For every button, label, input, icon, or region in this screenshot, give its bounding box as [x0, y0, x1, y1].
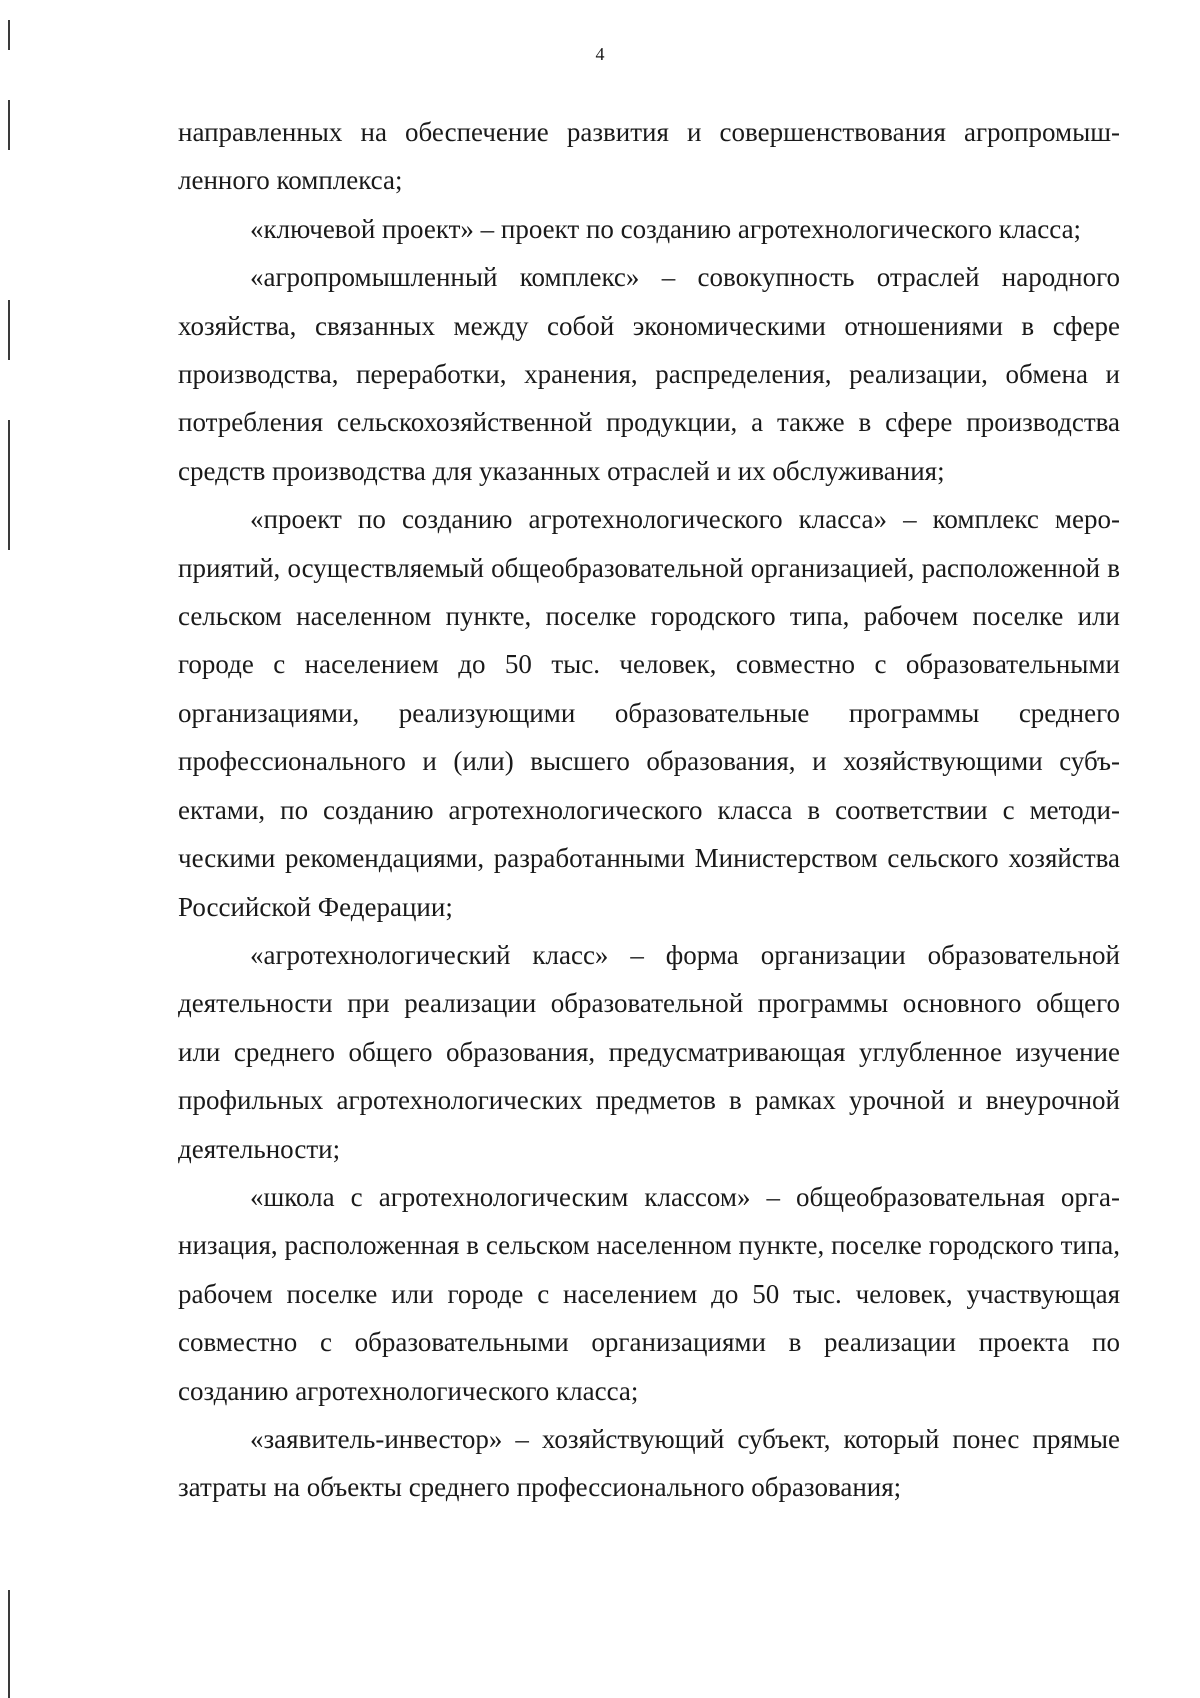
scan-edge-mark	[8, 100, 10, 150]
paragraph-agro-class-project: «проект по созданию агротехнологического класса» – комплекс мероприятий, осуществляемый общеобразовательной организацией, расположенной в сельском населенном пункте, поселке городского типа, рабочем поселке или городе с населением до 50 тыс. человек, совместно с образовательными организациями, реализующими образовательные программы среднего профессионального и (или) высшего образования, и хозяйствующими субъектами, по созданию агротехнологического класса в соответствии с методическими рекомендациями, разработанными Министерством сельского хозяйства Российской Федерации;	[178, 504, 1120, 922]
document-body	[178, 108, 1120, 1512]
paragraph-key-project: «ключевой проект» – проект по созданию агротехнологического класса;	[250, 213, 1082, 244]
scan-edge-mark	[8, 1590, 10, 1698]
paragraph-agro-class: «агротехнологический класс» – форма организации образовательной деятельности при реализации образовательной программы основного общего или среднего общего образования, предусматривающая углубленное изучение профильных агротехнологических предметов в рамках урочной и внеурочной деятельности;	[178, 939, 1120, 1164]
page-number: 4	[595, 44, 605, 64]
scan-edge-mark	[8, 300, 10, 360]
paragraph-applicant-investor: «заявитель-инвестор» – хозяйствующий субъект, который понес прямые затраты на объекты среднего профессионального образования;	[178, 1423, 1120, 1503]
paragraph-agro-complex: «агропромышленный комплекс» – совокупность отраслей народного хозяйства, связанных между собой экономическими отношениями в сфере производства, переработки, хранения, распределения, реализации, обмена и потребления сельскохозяйственной продукции, а также в сфере производства средств производства для указанных отраслей и их обслуживания;	[178, 262, 1120, 486]
paragraph-continuation: направленных на обеспечение развития и совершенствования агропромышленного комплекса;	[178, 117, 1120, 196]
paragraph-school-agro-class: «школа с агротехнологическим классом» – общеобразовательная организация, расположенная в сельском населенном пункте, поселке городского типа, рабочем поселке или городе с населением до 50 тыс. человек, участвующая совместно с образовательными организациями в реализации проекта по созданию агротехнологического класса;	[178, 1181, 1120, 1406]
scan-edge-mark	[8, 420, 10, 550]
